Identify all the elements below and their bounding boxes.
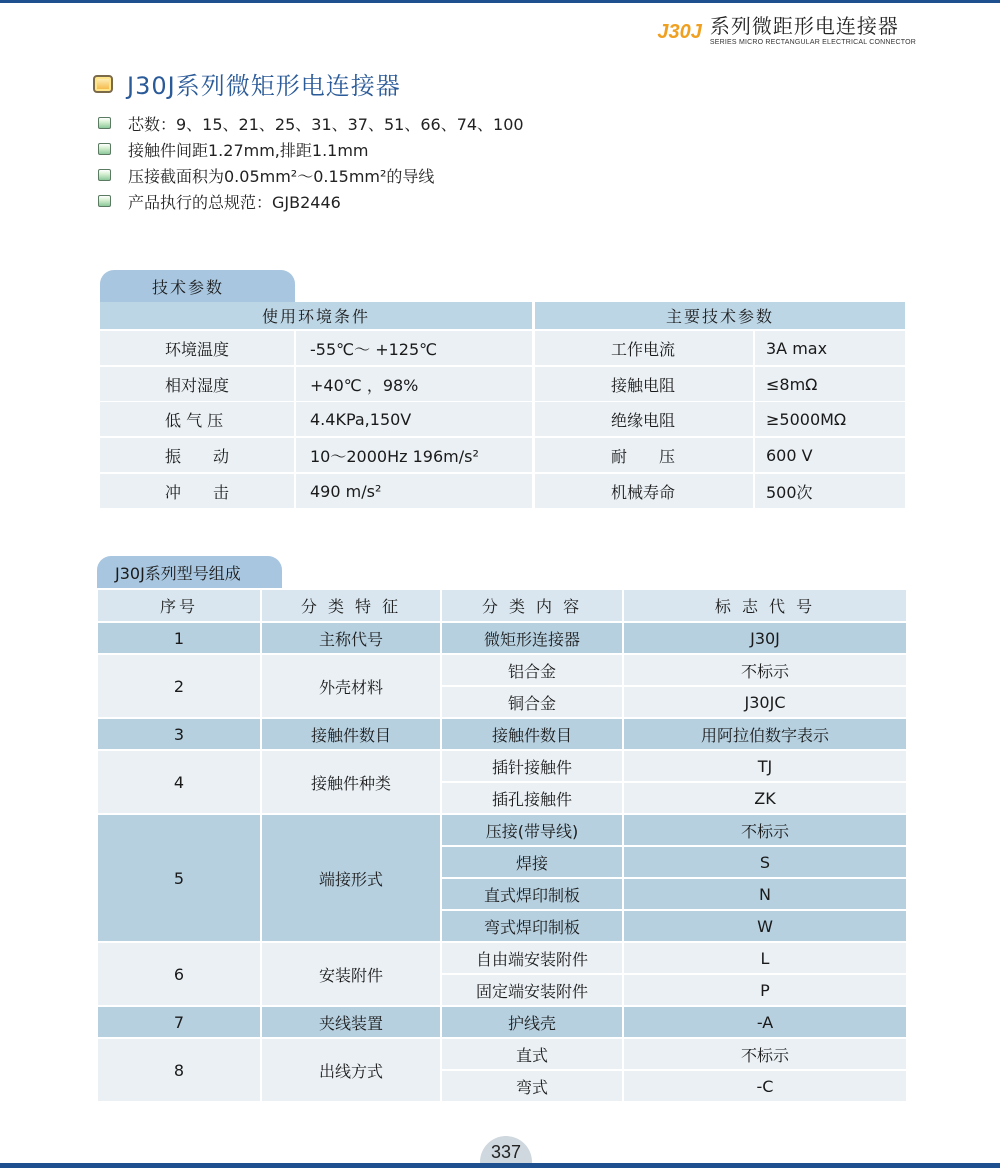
env-value: 10～2000Hz 196m/s²	[310, 446, 479, 466]
param-value: ≤8mΩ	[766, 374, 818, 394]
row-feature: 安装附件	[261, 942, 441, 1006]
row-feature: 接触件数目	[261, 718, 441, 750]
feature-item	[98, 162, 524, 188]
row-content: 直式焊印制板	[441, 878, 623, 910]
feature-text: 芯数：9、15、21、25、31、37、51、66、74、100	[128, 114, 524, 134]
feature-text: 接触件间距1.27mm,排距1.1mm	[128, 140, 369, 160]
row-code: J30JC	[623, 686, 907, 718]
param-label: 耐 压	[611, 446, 676, 466]
main-title-text: J30J系列微矩形电连接器	[127, 72, 401, 100]
row-content: 弯式	[441, 1070, 623, 1102]
row-code: 不标示	[623, 1038, 907, 1070]
header-title-cn: 系列微距形电连接器	[709, 14, 899, 38]
env-label: 相对湿度	[165, 375, 230, 395]
main-title	[93, 66, 401, 101]
model-composition-tab: J30J系列型号组成	[97, 556, 282, 588]
feature-item	[98, 110, 524, 136]
row-content: 焊接	[441, 846, 623, 878]
table-row	[97, 750, 907, 782]
row-content: 自由端安装附件	[441, 942, 623, 974]
header-code: 标 志 代 号	[623, 589, 907, 622]
model-table-body	[97, 622, 907, 1102]
table-row	[97, 814, 907, 846]
bottom-rule	[0, 1163, 1000, 1168]
feature-item	[98, 188, 524, 214]
table-row	[97, 622, 907, 654]
row-number: 6	[97, 942, 261, 1006]
row-content: 固定端安装附件	[441, 974, 623, 1006]
row-code: -C	[623, 1070, 907, 1102]
table-row	[97, 942, 907, 974]
header-no: 序号	[97, 589, 261, 622]
row-content: 弯式焊印制板	[441, 910, 623, 942]
row-code: 用阿拉伯数字表示	[623, 718, 907, 750]
table-row	[97, 1006, 907, 1038]
bullet-icon	[98, 169, 111, 181]
model-header-row	[97, 589, 907, 622]
bullet-icon	[98, 195, 111, 207]
param-value: ≥5000MΩ	[766, 409, 847, 429]
row-content: 直式	[441, 1038, 623, 1070]
param-label: 工作电流	[611, 339, 676, 359]
row-number: 7	[97, 1006, 261, 1038]
env-conditions-header: 使用环境条件	[100, 302, 532, 329]
feature-item	[98, 136, 524, 162]
row-number: 4	[97, 750, 261, 814]
row-feature: 外壳材料	[261, 654, 441, 718]
row-number: 3	[97, 718, 261, 750]
param-label: 接触电阻	[611, 375, 676, 395]
row-content: 铝合金	[441, 654, 623, 686]
row-code: -A	[623, 1006, 907, 1038]
row-number: 2	[97, 654, 261, 718]
param-label: 机械寿命	[611, 482, 676, 502]
env-label: 振 动	[165, 446, 230, 466]
header-content: 分 类 内 容	[441, 589, 623, 622]
row-feature: 端接形式	[261, 814, 441, 942]
table-row	[97, 718, 907, 750]
bullet-icon	[98, 117, 111, 129]
row-code: J30J	[623, 622, 907, 654]
row-content: 微矩形连接器	[441, 622, 623, 654]
row-content: 插针接触件	[441, 750, 623, 782]
env-value: 4.4KPa,150V	[310, 409, 412, 429]
row-feature: 夹线装置	[261, 1006, 441, 1038]
title-bullet-icon	[93, 75, 113, 93]
bullet-icon	[98, 143, 111, 155]
row-content: 压接(带导线)	[441, 814, 623, 846]
row-code: L	[623, 942, 907, 974]
header-titles	[710, 14, 916, 48]
row-content: 插孔接触件	[441, 782, 623, 814]
header-feature: 分 类 特 征	[261, 589, 441, 622]
env-value: -55℃～ +125℃	[310, 339, 438, 359]
row-code: 不标示	[623, 654, 907, 686]
feature-text: 产品执行的总规范：GJB2446	[128, 192, 341, 212]
row-number: 5	[97, 814, 261, 942]
env-label: 环境温度	[165, 339, 230, 359]
tech-params-tab: 技术参数	[100, 270, 295, 302]
row-feature: 主称代号	[261, 622, 441, 654]
row-content: 接触件数目	[441, 718, 623, 750]
env-label: 冲 击	[165, 482, 230, 502]
row-code: ZK	[623, 782, 907, 814]
env-label: 低 气 压	[165, 410, 224, 430]
param-value: 3A max	[766, 338, 828, 358]
header-brand: J30J	[657, 21, 702, 43]
row-code: W	[623, 910, 907, 942]
row-code: P	[623, 974, 907, 1006]
row-number: 1	[97, 622, 261, 654]
row-content: 铜合金	[441, 686, 623, 718]
main-params-header: 主要技术参数	[535, 302, 905, 329]
table-row	[97, 1038, 907, 1070]
table-row	[97, 654, 907, 686]
param-value: 500次	[766, 482, 813, 502]
feature-text: 压接截面积为0.05mm²～0.15mm²的导线	[128, 166, 435, 186]
header-title-en: SERIES MICRO RECTANGULAR ELECTRICAL CONNECTOR	[709, 39, 916, 46]
top-rule	[0, 0, 1000, 3]
model-composition-table	[96, 588, 908, 1103]
row-content: 护线壳	[441, 1006, 623, 1038]
row-feature: 接触件种类	[261, 750, 441, 814]
row-code: TJ	[623, 750, 907, 782]
row-number: 8	[97, 1038, 261, 1102]
env-value: 490 m/s²	[310, 481, 382, 501]
param-value: 600 V	[766, 445, 813, 465]
feature-list	[98, 110, 524, 214]
page-header	[657, 14, 916, 50]
row-feature: 出线方式	[261, 1038, 441, 1102]
row-code: N	[623, 878, 907, 910]
env-value: +40℃ ，98%	[310, 375, 419, 395]
page-number: 337	[480, 1136, 532, 1168]
param-label: 绝缘电阻	[611, 410, 676, 430]
row-code: S	[623, 846, 907, 878]
row-code: 不标示	[623, 814, 907, 846]
